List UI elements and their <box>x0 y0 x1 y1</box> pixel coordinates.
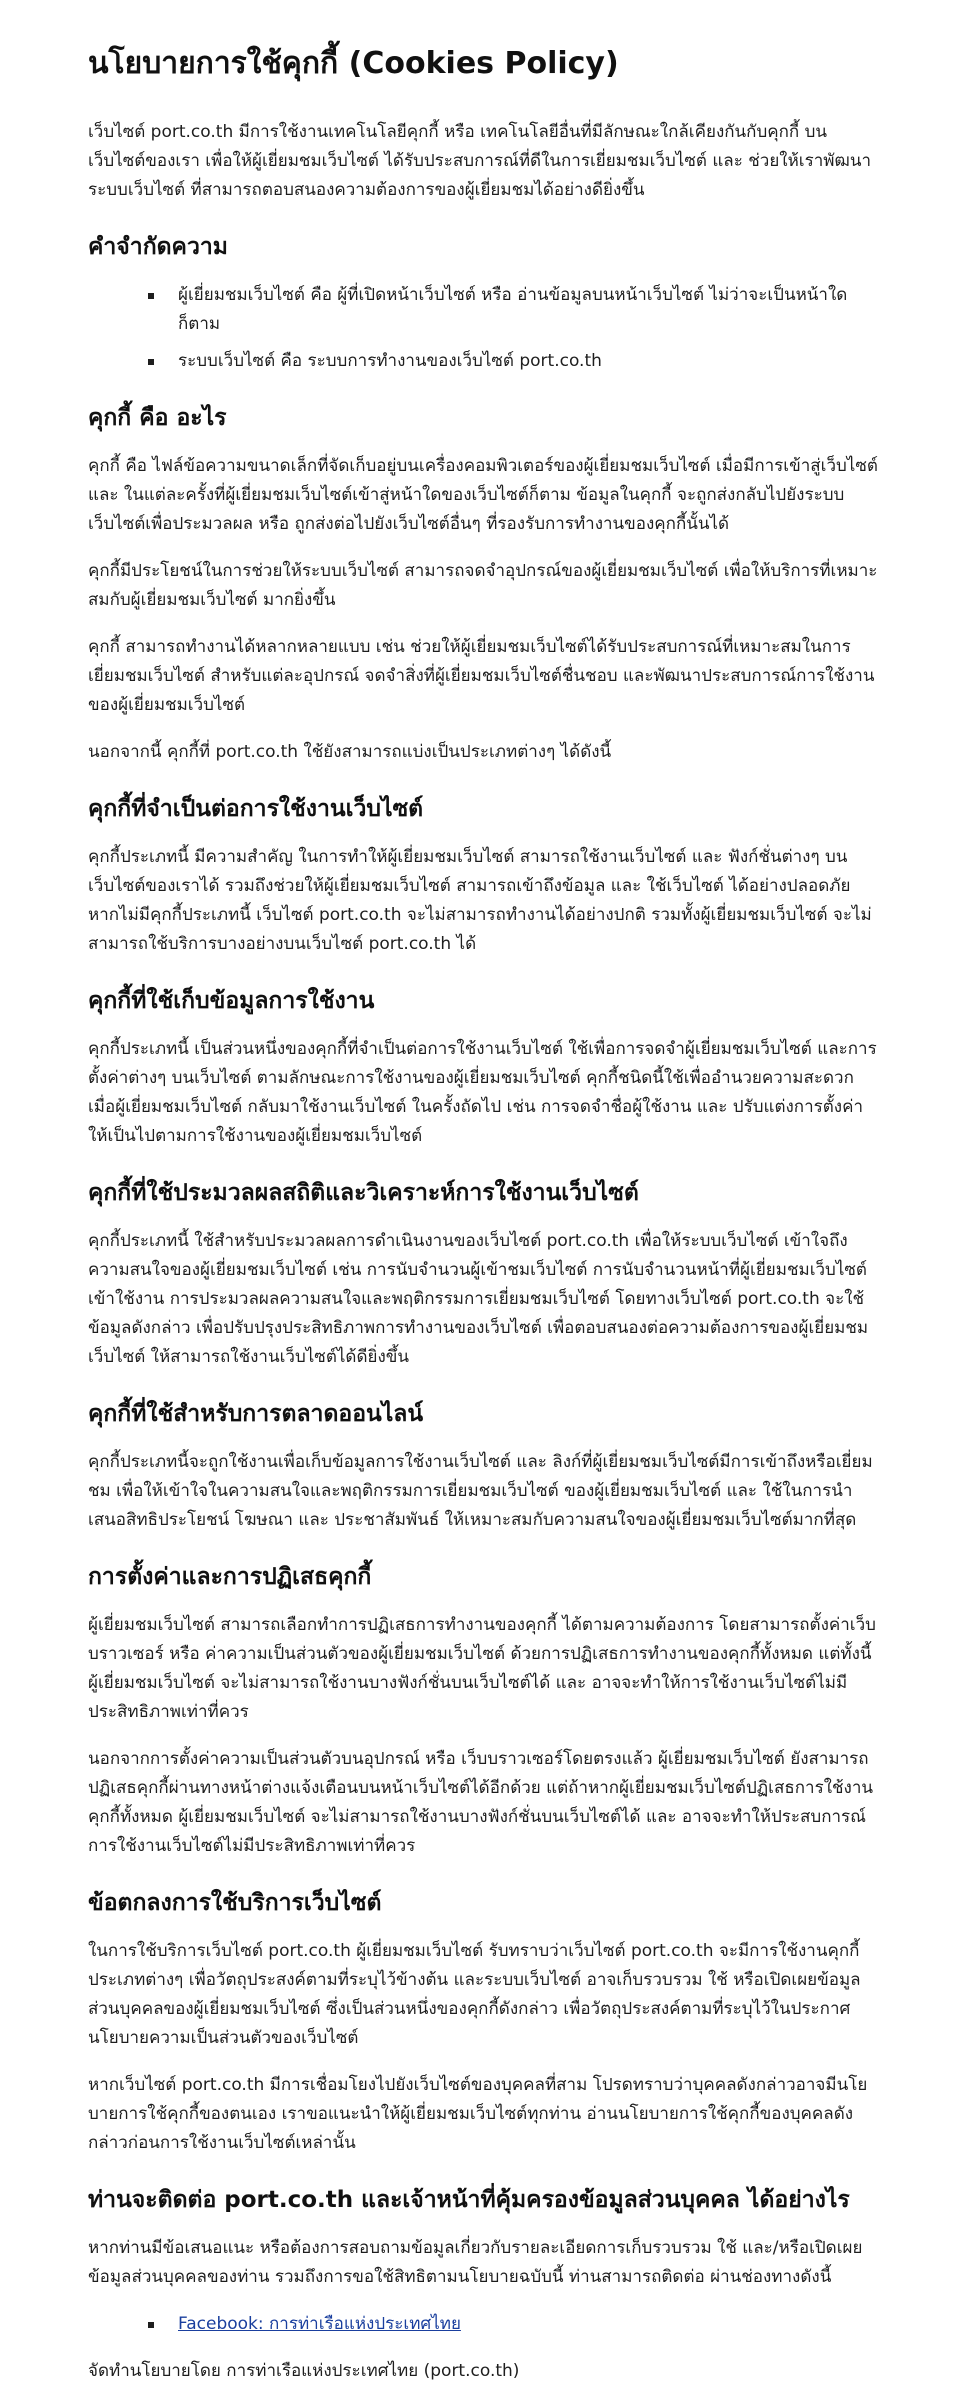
marketing-cookies-heading: คุกกี้ที่ใช้สำหรับการตลาดออนไลน์ <box>88 1401 424 1427</box>
marketing-cookies-paragraph: คุกกี้ประเภทนี้จะถูกใช้งานเพื่อเก็บข้อมูลการใช้งานเว็บไซต์ และ ลิงก์ที่ผู้เยี่ยมชมเว็บไซต์มีการเข้าถึงหรือเยี่ยมชม เพื่อให้เข้าใจในความสนใจและพฤติกรรมการเยี่ยมชมเว็บไซต์ ของผู้เยี่ยมชมเว็บไซต์ และ ใช้ในการนำเสนอสิทธิประโยชน์ โฆษณา และ ประชาสัมพันธ์ ให้เหมาะสมกับความสนใจของผู้เยี่ยมชมเว็บไซต์มากที่สุด <box>88 1452 873 1530</box>
necessary-cookies-heading: คุกกี้ที่จำเป็นต่อการใช้งานเว็บไซต์ <box>88 796 424 822</box>
cookie-settings-paragraph: ผู้เยี่ยมชมเว็บไซต์ สามารถเลือกทำการปฏิเสธการทำงานของคุกกี้ ได้ตามความต้องการ โดยสามารถตั้งค่าเว็บบราวเซอร์ หรือ ค่าความเป็นส่วนตัวของผู้เยี่ยมชมเว็บไซต์ ด้วยการปฏิเสธการทำงานของคุกกี้ทั้งหมด แต่ทั้งนี้ผู้เยี่ยมชมเว็บไซต์ จะไม่สามารถใช้งานบางฟังก์ชั่นบนเว็บไซต์ได้ และ อาจจะทำให้การใช้งานเว็บไซต์ไม่มีประสิทธิภาพเท่าที่ควร <box>88 1615 876 1722</box>
what-is-paragraph: นอกจากนี้ คุกกี้ที่ port.co.th ใช้ยังสามารถแบ่งเป็นประเภทต่างๆ ได้ดังนี้ <box>88 742 612 762</box>
what-is-paragraph: คุกกี้มีประโยชน์ในการช่วยให้ระบบเว็บไซต์ สามารถจดจำอุปกรณ์ของผู้เยี่ยมชมเว็บไซต์ เพื่อให้บริการที่เหมาะสมกับผู้เยี่ยมชมเว็บไซต์ มากยิ่งขึ้น <box>88 561 878 610</box>
terms-paragraph: ในการใช้บริการเว็บไซต์ port.co.th ผู้เยี่ยมชมเว็บไซต์ รับทราบว่าเว็บไซต์ port.co.th จะมีการใช้งานคุกกี้ประเภทต่างๆ เพื่อวัตถุประสงค์ตามที่ระบุไว้ข้างต้น และระบบเว็บไซต์ อาจเก็บรวบรวม ใช้ หรือเปิดเผยข้อมูลส่วนบุคคลของผู้เยี่ยมชมเว็บไซต์ ซึ่งเป็นส่วนหนึ่งของคุกกี้ดังกล่าว เพื่อวัตถุประสงค์ตามที่ระบุไว้ในประกาศนโยบายความเป็นส่วนตัวของเว็บไซต์ <box>88 1941 861 2048</box>
intro-paragraph: เว็บไซต์ port.co.th มีการใช้งานเทคโนโลยีคุกกี้ หรือ เทคโนโลยีอื่นที่มีลักษณะใกล้เคียงกันกับคุกกี้ บนเว็บไซต์ของเรา เพื่อให้ผู้เยี่ยมชมเว็บไซต์ ได้รับประสบการณ์ที่ดีในการเยี่ยมชมเว็บไซต์ และ ช่วยให้เราพัฒนาระบบเว็บไซต์ ที่สามารถตอบสนองความต้องการของผู้เยี่ยมชมได้อย่างดียิ่งขึ้น <box>88 122 872 200</box>
list-item <box>148 347 880 376</box>
definition-text: ระบบเว็บไซต์ คือ ระบบการทำงานของเว็บไซต์ port.co.th <box>178 351 602 371</box>
bullet-icon <box>148 2322 154 2328</box>
terms-heading: ข้อตกลงการใช้บริการเว็บไซต์ <box>88 1890 382 1916</box>
definitions-list <box>88 281 880 376</box>
bullet-icon <box>148 359 154 365</box>
what-is-cookie-heading: คุกกี้ คือ อะไร <box>88 405 227 431</box>
usage-cookies-heading: คุกกี้ที่ใช้เก็บข้อมูลการใช้งาน <box>88 988 375 1014</box>
contact-paragraph: หากท่านมีข้อเสนอแนะ หรือต้องการสอบถามข้อมูลเกี่ยวกับรายละเอียดการเก็บรวบรวม ใช้ และ/หรือเปิดเผยข้อมูลส่วนบุคคลของท่าน รวมถึงการขอใช้สิทธิตามนโยบายฉบับนี้ ท่านสามารถติดต่อ ผ่านช่องทางดังนี้ <box>88 2238 863 2287</box>
bullet-icon <box>148 293 154 299</box>
policy-footer: จัดทำนโยบายโดย การท่าเรือแห่งประเทศไทย (port.co.th) <box>88 2361 520 2381</box>
definitions-heading: คำจำกัดความ <box>88 234 228 260</box>
analytics-cookies-heading: คุกกี้ที่ใช้ประมวลผลสถิติและวิเคราะห์การใช้งานเว็บไซต์ <box>88 1180 639 1206</box>
definition-text: ผู้เยี่ยมชมเว็บไซต์ คือ ผู้ที่เปิดหน้าเว็บไซต์ หรือ อ่านข้อมูลบนหน้าเว็บไซต์ ไม่ว่าจะเป็นหน้าใดก็ตาม <box>178 285 848 334</box>
terms-paragraph: หากเว็บไซต์ port.co.th มีการเชื่อมโยงไปยังเว็บไซต์ของบุคคลที่สาม โปรดทราบว่าบุคคลดังกล่าวอาจมีนโยบายการใช้คุกกี้ของตนเอง เราขอแนะนำให้ผู้เยี่ยมชมเว็บไซต์ทุกท่าน อ่านนโยบายการใช้คุกกี้ของบุคคลดังกล่าวก่อนการใช้งานเว็บไซต์เหล่านั้น <box>88 2075 868 2153</box>
contact-list <box>88 2310 880 2339</box>
analytics-cookies-paragraph: คุกกี้ประเภทนี้ ใช้สำหรับประมวลผลการดำเนินงานของเว็บไซต์ port.co.th เพื่อให้ระบบเว็บไซต์ เข้าใจถึงความสนใจของผู้เยี่ยมชมเว็บไซต์ เช่น การนับจำนวนผู้เข้าชมเว็บไซต์ การนับจำนวนหน้าที่ผู้เยี่ยมชมเว็บไซต์เข้าใช้งาน การประมวลผลความสนใจและพฤติกรรมการเยี่ยมชมเว็บไซต์ โดยทางเว็บไซต์ port.co.th จะใช้ข้อมูลดังกล่าว เพื่อปรับปรุงประสิทธิภาพการทำงานของเว็บไซต์ เพื่อตอบสนองต่อความต้องการของผู้เยี่ยมชมเว็บไซต์ ให้สามารถใช้งานเว็บไซต์ได้ดียิ่งขึ้น <box>88 1231 869 1367</box>
what-is-paragraph: คุกกี้ คือ ไฟล์ข้อความขนาดเล็กที่จัดเก็บอยู่บนเครื่องคอมพิวเตอร์ของผู้เยี่ยมชมเว็บไซต์ เมื่อมีการเข้าสู่เว็บไซต์ และ ในแต่ละครั้งที่ผู้เยี่ยมชมเว็บไซต์เข้าสู่หน้าใดของเว็บไซต์ก็ตาม ข้อมูลในคุกกี้ จะถูกส่งกลับไปยังระบบเว็บไซต์เพื่อประมวลผล หรือ ถูกส่งต่อไปยังเว็บไซต์อื่นๆ ที่รองรับการทำงานของคุกกี้นั้นได้ <box>88 456 878 534</box>
list-item <box>148 281 880 339</box>
necessary-cookies-paragraph: คุกกี้ประเภทนี้ มีความสำคัญ ในการทำให้ผู้เยี่ยมชมเว็บไซต์ สามารถใช้งานเว็บไซต์ และ ฟังก์ชั่นต่างๆ บนเว็บไซต์ของเราได้ รวมถึงช่วยให้ผู้เยี่ยมชมเว็บไซต์ สามารถเข้าถึงข้อมูล และ ใช้เว็บไซต์ ได้อย่างปลอดภัย หากไม่มีคุกกี้ประเภทนี้ เว็บไซต์ port.co.th จะไม่สามารถทำงานได้อย่างปกติ รวมทั้งผู้เยี่ยมชมเว็บไซต์ จะไม่สามารถใช้บริการบางอย่างบนเว็บไซต์ port.co.th ได้ <box>88 847 872 954</box>
cookie-settings-paragraph: นอกจากการตั้งค่าความเป็นส่วนตัวบนอุปกรณ์ หรือ เว็บบราวเซอร์โดยตรงแล้ว ผู้เยี่ยมชมเว็บไซต์ ยังสามารถปฏิเสธคุกกี้ผ่านทางหน้าต่างแจ้งเตือนบนหน้าเว็บไซต์ได้อีกด้วย แต่ถ้าหากผู้เยี่ยมชมเว็บไซต์ปฏิเสธการใช้งานคุกกี้ทั้งหมด ผู้เยี่ยมชมเว็บไซต์ จะไม่สามารถใช้งานบางฟังก์ชั่นบนเว็บไซต์ได้ และ อาจจะทำให้ประสบการณ์การใช้งานเว็บไซต์ไม่มีประสิทธิภาพเท่าที่ควร <box>88 1749 874 1856</box>
cookie-settings-heading: การตั้งค่าและการปฏิเสธคุกกี้ <box>88 1564 372 1590</box>
list-item <box>148 2310 880 2339</box>
facebook-link[interactable]: Facebook: การท่าเรือแห่งประเทศไทย <box>178 2314 461 2334</box>
what-is-paragraph: คุกกี้ สามารถทำงานได้หลากหลายแบบ เช่น ช่วยให้ผู้เยี่ยมชมเว็บไซต์ได้รับประสบการณ์ที่เหมาะสมในการเยี่ยมชมเว็บไซต์ สำหรับแต่ละอุปกรณ์ จดจำสิ่งที่ผู้เยี่ยมชมเว็บไซต์ชื่นชอบ และพัฒนาประสบการณ์การใช้งานของผู้เยี่ยมชมเว็บไซต์ <box>88 637 875 715</box>
contact-heading: ท่านจะติดต่อ port.co.th และเจ้าหน้าที่คุ้มครองข้อมูลส่วนบุคคล ได้อย่างไร <box>88 2187 850 2213</box>
page-title: นโยบายการใช้คุกกี้ (Cookies Policy) <box>88 46 619 81</box>
usage-cookies-paragraph: คุกกี้ประเภทนี้ เป็นส่วนหนึ่งของคุกกี้ที่จำเป็นต่อการใช้งานเว็บไซต์ ใช้เพื่อการจดจำผู้เยี่ยมชมเว็บไซต์ และการตั้งค่าต่างๆ บนเว็บไซต์ ตามลักษณะการใช้งานของผู้เยี่ยมชมเว็บไซต์ คุกกี้ชนิดนี้ใช้เพื่ออำนวยความสะดวก เมื่อผู้เยี่ยมชมเว็บไซต์ กลับมาใช้งานเว็บไซต์ ในครั้งถัดไป เช่น การจดจำชื่อผู้ใช้งาน และ ปรับแต่งการตั้งค่าให้เป็นไปตามการใช้งานของผู้เยี่ยมชมเว็บไซต์ <box>88 1039 877 1146</box>
